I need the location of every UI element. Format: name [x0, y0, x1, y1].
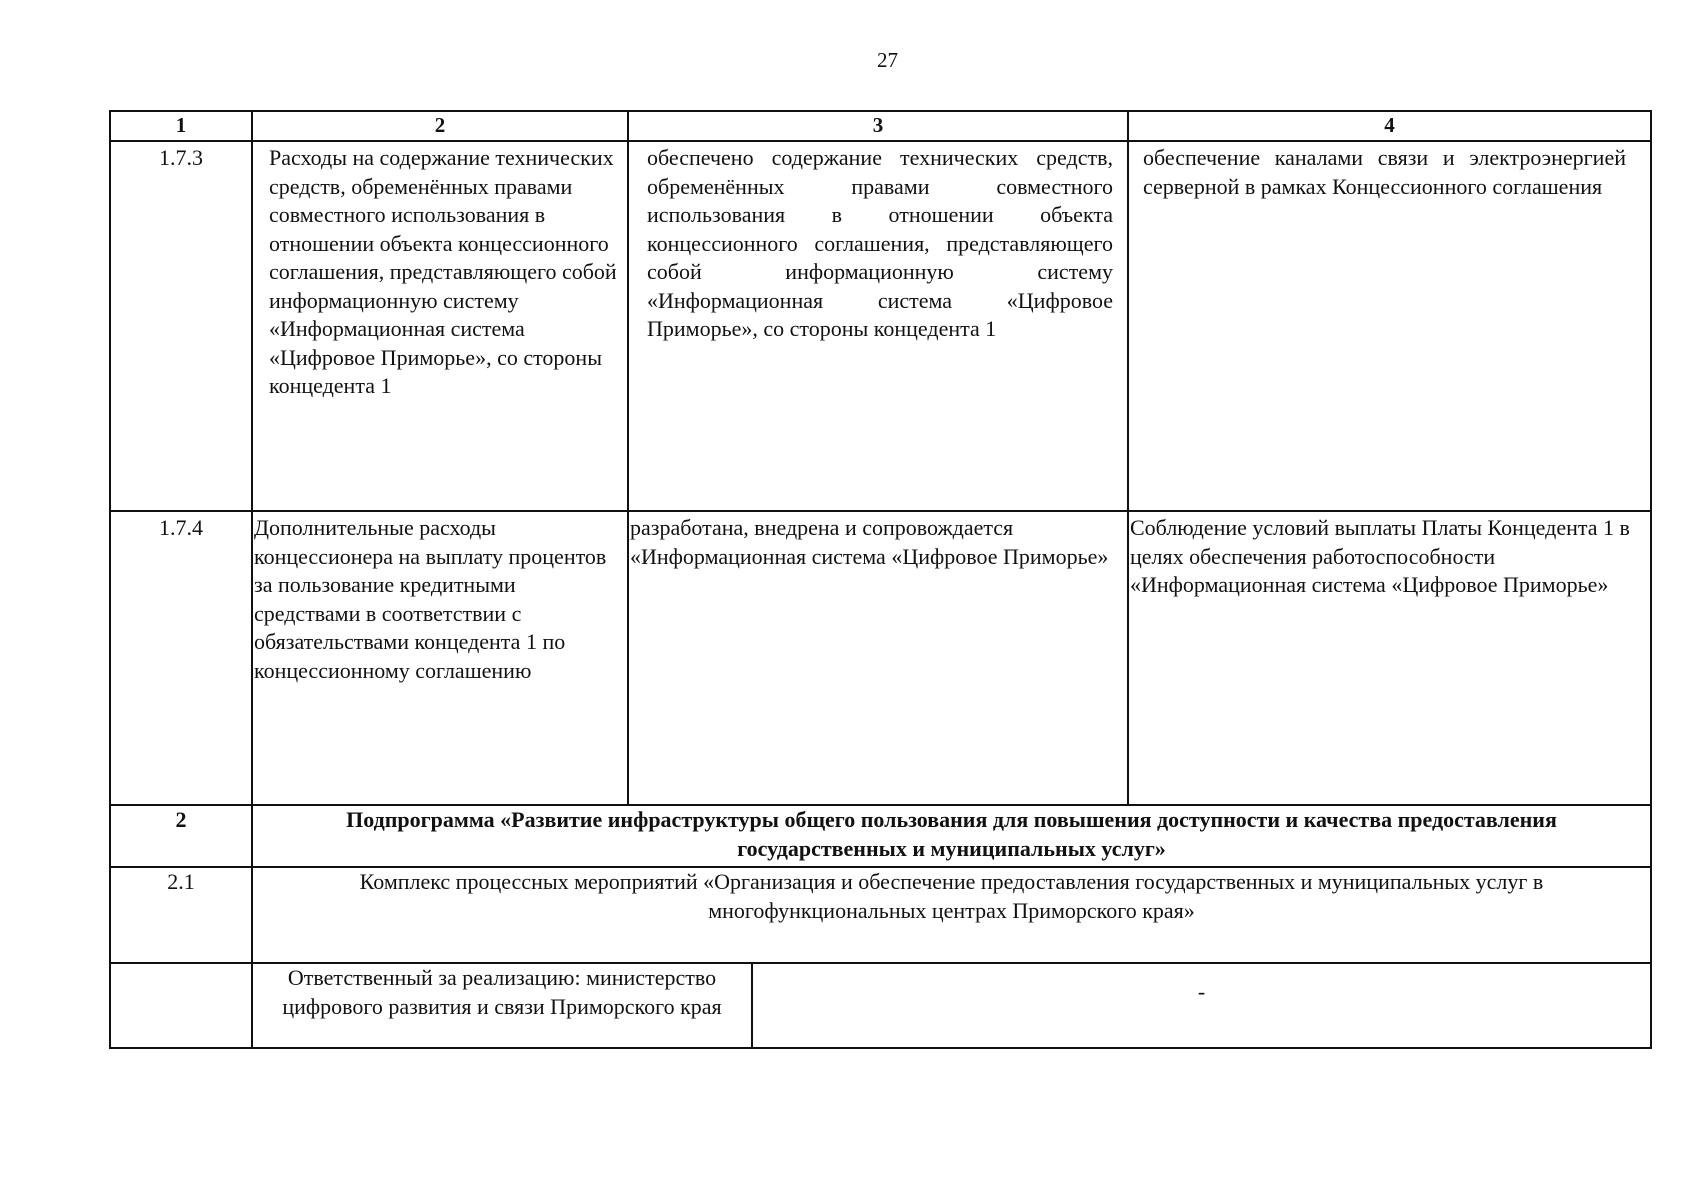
page-number: 27	[877, 48, 898, 72]
header-col-4: 4	[1128, 111, 1651, 141]
header-col-3: 3	[628, 111, 1128, 141]
expense-name: Дополнительные расходы концессионера на выплату процентов за пользование кредитными средствами в соответствии с обязательствами концедента 1 по концессионному соглашению	[252, 511, 628, 805]
complex-row	[110, 867, 1651, 963]
expected-result: разработана, внедрена и сопровождается «Информационная система «Цифровое Приморье»	[628, 511, 1128, 805]
row-number: 1.7.3	[110, 141, 252, 511]
result-description: Соблюдение условий выплаты Платы Концедента 1 в целях обеспечения работоспособности «Информационная система «Цифровое Приморье»	[1128, 511, 1651, 805]
header-row	[110, 111, 1651, 141]
header-col-2: 2	[252, 111, 628, 141]
subprogram-number: 2	[110, 805, 252, 867]
expected-result: обеспечено содержание технических средств, обременённых правами совместного использования в отношении объекта концессионного соглашения, представляющего собой информационную систему «Информационная система «Цифровое Приморье», со стороны концедента 1	[628, 141, 1128, 511]
row-number: 1.7.4	[110, 511, 252, 805]
result-description: обеспечение каналами связи и электроэнергией серверной в рамках Концессионного соглашения	[1128, 141, 1651, 511]
subprogram-title: Подпрограмма «Развитие инфраструктуры общего пользования для повышения доступности и качества предоставления государственных и муниципальных услуг»	[252, 805, 1651, 867]
responsible-row	[110, 963, 1651, 1048]
complex-number: 2.1	[110, 867, 252, 963]
table-row	[110, 141, 1651, 511]
complex-title: Комплекс процессных мероприятий «Организация и обеспечение предоставления государственных и муниципальных услуг в многофункциональных центрах Приморского края»	[252, 867, 1651, 963]
expense-name: Расходы на содержание технических средств, обременённых правами совместного использования в отношении объекта концессионного соглашения, представляющего собой информационную систему «Информационная система «Цифровое Приморье», со стороны концедента 1	[252, 141, 628, 511]
responsible-value: -	[752, 963, 1651, 1048]
measures-table	[109, 110, 1652, 1049]
subprogram-row	[110, 805, 1651, 867]
table-row	[110, 511, 1651, 805]
header-col-1: 1	[110, 111, 252, 141]
responsible-number	[110, 963, 252, 1048]
responsible-label: Ответственный за реализацию: министерство цифрового развития и связи Приморского края	[252, 963, 752, 1048]
